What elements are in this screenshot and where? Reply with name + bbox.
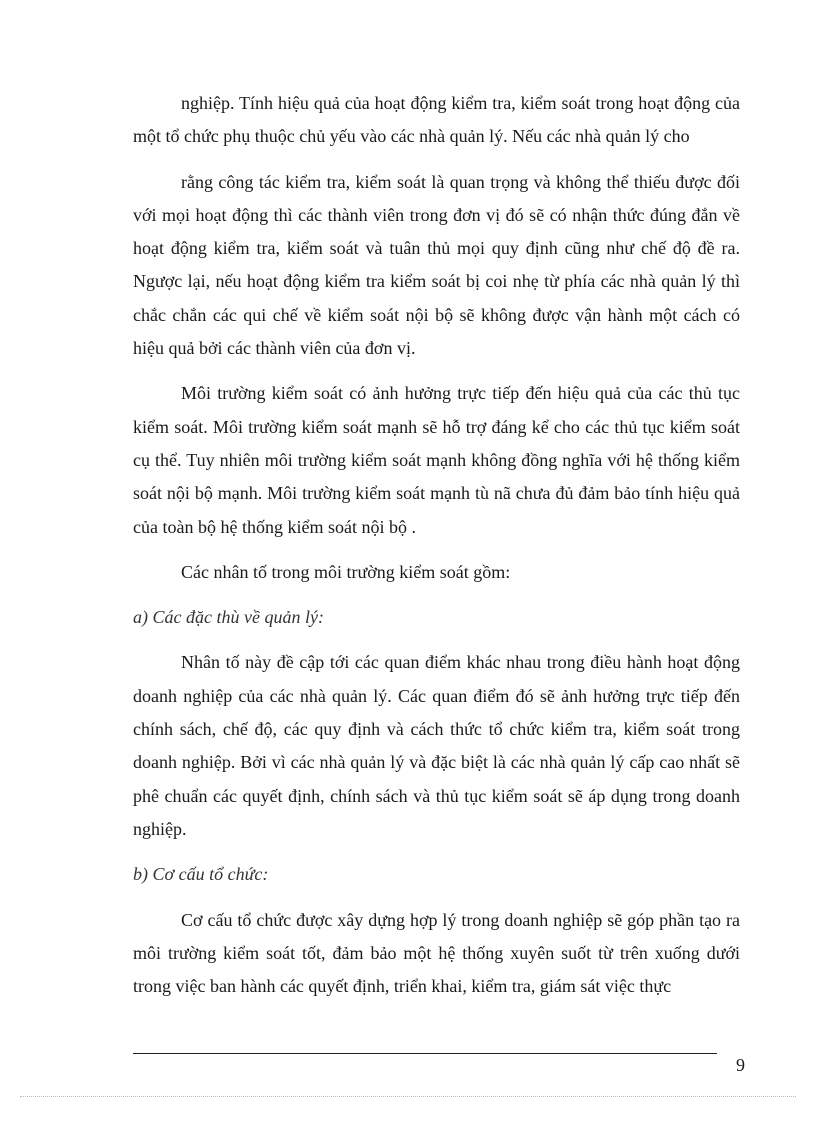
footer-rule [133, 1053, 717, 1054]
page-bottom-divider [20, 1096, 796, 1097]
section-a-heading: a) Các đặc thù về quản lý: [133, 607, 324, 628]
paragraph-4: Các nhân tố trong môi trường kiểm soát gồm: [181, 561, 511, 582]
page-number: 9 [736, 1055, 745, 1075]
section-a-paragraph: Nhân tố này đề cập tới các quan điểm khác nhau trong điều hành hoạt động doanh nghiệp của các nhà quản lý. Các quan điểm đó sẽ ảnh hưởng trực tiếp đến chính sách, chế độ, các quy định và cách thức tổ chức kiểm tra, kiểm soát trong doanh nghiệp. Bởi vì các nhà quản lý và đặc biệt là các nhà quản lý cấp cao nhất sẽ phê chuẩn các quyết định, chính sách và thủ tục kiểm soát sẽ áp dụng trong doanh nghiệp. [133, 652, 740, 839]
paragraph-2: rằng công tác kiểm tra, kiểm soát là quan trọng và không thể thiếu được đối với mọi hoạt động thì các thành viên trong đơn vị đó sẽ có nhận thức đúng đắn về hoạt động kiểm tra, kiểm soát và tuân thủ mọi quy định cũng như chế độ đề ra. Ngược lại, nếu hoạt động kiểm tra kiểm soát bị coi nhẹ từ phía các nhà quản lý thì chắc chắn các qui chế về kiểm soát nội bộ sẽ không được vận hành một cách có hiệu quả bởi các thành viên của đơn vị. [133, 171, 740, 359]
paragraph-1: nghiệp. Tính hiệu quả của hoạt động kiểm tra, kiểm soát trong hoạt động của một tổ chức phụ thuộc chủ yếu vào các nhà quản lý. Nếu các nhà quản lý cho [133, 93, 740, 147]
paragraph-3: Môi trường kiểm soát có ảnh hưởng trực tiếp đến hiệu quả của các thủ tục kiểm soát. Môi trường kiểm soát mạnh sẽ hỗ trợ đáng kể cho các thủ tục kiểm soát cụ thể. Tuy nhiên môi trường kiểm soát mạnh không đồng nghĩa với hệ thống kiểm soát nội bộ mạnh. Môi trường kiểm soát mạnh tù nã chưa đủ đảm bảo tính hiệu quả của toàn bộ hệ thống kiểm soát nội bộ . [133, 383, 740, 537]
section-b-heading: b) Cơ cấu tổ chức: [133, 864, 269, 885]
section-b-paragraph: Cơ cấu tổ chức được xây dựng hợp lý trong doanh nghiệp sẽ góp phần tạo ra môi trường kiểm soát tốt, đảm bảo một hệ thống xuyên suốt từ trên xuống dưới trong việc ban hành các quyết định, triển khai, kiểm tra, giám sát việc thực [133, 909, 740, 997]
body-text [133, 87, 740, 1003]
